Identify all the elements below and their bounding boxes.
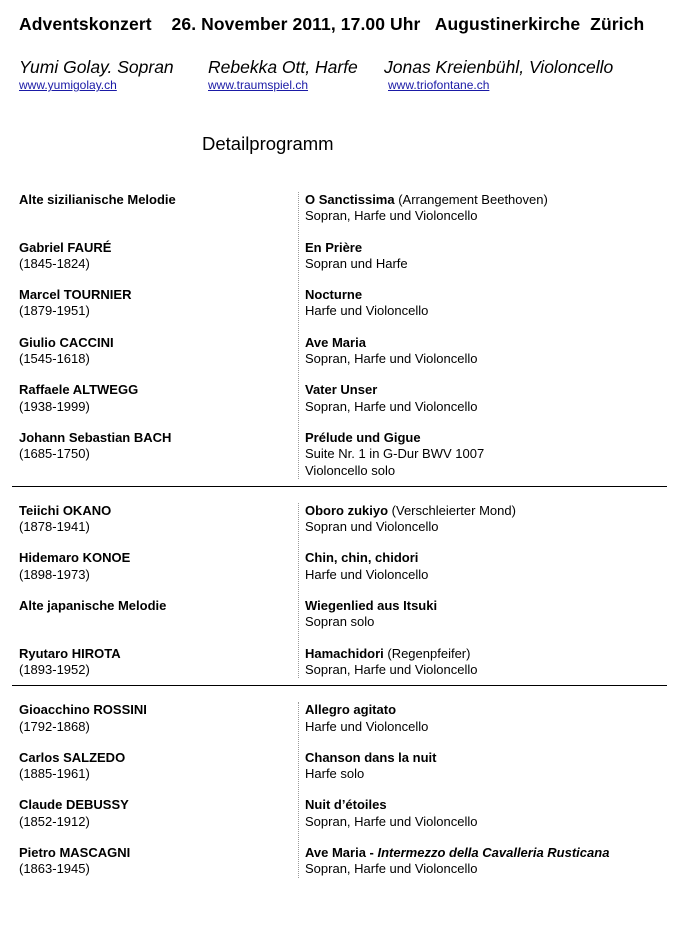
work-title-line [305,646,669,662]
performer-link[interactable]: www.traumspiel.ch [208,78,309,92]
composer-cell [19,240,305,273]
composer-cell [19,646,305,679]
work-title: Hamachidori [305,645,384,661]
work-title-line [305,382,669,398]
composer-cell [19,382,305,415]
work-title-note: (Regenpfeifer) [383,645,471,661]
composer-name: Hidemaro KONOE [19,550,131,566]
composer-name: Teiichi OKANO [19,502,112,518]
work-title-line [305,430,669,446]
composer-name: Gioacchino ROSSINI [19,702,147,718]
program-item [19,240,669,273]
work-title: O Sanctissima [305,192,395,207]
program-item [19,646,669,679]
work-title: Chanson dans la nuit [305,749,437,765]
work-detail: Sopran, Harfe und Violoncello [305,398,478,414]
composer-years: (1879-1951) [19,303,90,319]
work-cell [305,503,669,536]
work-title: Nocturne [305,287,363,303]
program-section [19,192,669,479]
work-title-line [305,335,669,351]
program-item [19,287,669,320]
composer-cell [19,845,305,878]
section-divider [12,486,667,487]
work-title: Prélude und Gigue [305,429,421,445]
composer-cell [19,550,305,583]
work-cell [305,797,669,830]
work-title-line [305,598,669,614]
composer-name: Pietro MASCAGNI [19,845,131,861]
performer-link[interactable]: www.triofontane.ch [388,78,490,92]
program-item [19,430,669,479]
work-cell [305,646,669,679]
program-item [19,845,669,878]
work-title-note: (Verschleierter Mond) [388,502,516,518]
work-title-line [305,797,669,813]
composer-name: Claude DEBUSSY [19,797,129,813]
concert-header [19,14,644,35]
work-cell [305,550,669,583]
composer-cell [19,750,305,783]
composer-name: Alte japanische Melodie [19,598,167,614]
composer-years: (1885-1961) [19,766,90,782]
work-title-line [305,240,669,256]
composer-name: Alte sizilianische Melodie [19,192,176,207]
composer-cell [19,702,305,735]
work-title: Ave Maria [305,334,366,350]
work-detail: Sopran, Harfe und Violoncello [305,861,478,877]
work-title: Wiegenlied aus Itsuki [305,598,438,614]
program-section [19,503,669,678]
composer-name: Ryutaro HIROTA [19,645,121,661]
work-title-line [305,192,669,208]
work-cell [305,598,669,631]
performer-harp [208,57,358,92]
composer-cell [19,335,305,368]
work-detail: Sopran, Harfe und Violoncello [305,813,478,829]
program-list [19,192,669,878]
work-title-line [305,750,669,766]
work-title-line [305,550,669,566]
program-section [19,702,669,877]
composer-cell [19,503,305,536]
composer-cell [19,287,305,320]
performer-link[interactable]: www.yumigolay.ch [19,78,117,92]
program-item [19,192,669,225]
composer-years: (1845-1824) [19,255,90,271]
program-item [19,598,669,631]
work-title-line [305,503,669,519]
work-detail: Sopran und Harfe [305,255,408,271]
work-detail: Sopran, Harfe und Violoncello [305,661,478,677]
performer-name: Yumi Golay. Sopran [19,57,174,77]
program-item [19,335,669,368]
composer-years: (1898-1973) [19,566,90,582]
work-title: Nuit d’étoiles [305,797,387,813]
composer-name: Gabriel FAURÉ [19,239,112,255]
composer-cell [19,598,305,631]
concert-venue: Augustinerkirche Zürich [434,14,645,34]
work-title: Ave Maria - [305,845,378,861]
performer-name: Jonas Kreienbühl, Violoncello [384,57,614,77]
composer-years: (1685-1750) [19,446,90,462]
concert-title: Adventskonzert [19,14,152,34]
performer-cello [384,57,613,92]
work-cell [305,845,669,878]
work-title: Allegro agitato [305,702,397,718]
composer-years: (1878-1941) [19,519,90,535]
program-item [19,702,669,735]
work-cell [305,335,669,368]
work-title: Oboro zukiyo [305,502,389,518]
work-title-line [305,702,669,718]
work-detail: Harfe und Violoncello [305,303,429,319]
column-divider [298,503,299,678]
work-detail: Sopran, Harfe und Violoncello [305,208,478,224]
work-cell [305,192,669,225]
work-cell [305,430,669,479]
work-cell [305,240,669,273]
composer-cell [19,797,305,830]
performers [19,57,669,97]
program-item [19,550,669,583]
work-detail: Harfe und Violoncello [305,718,429,734]
column-divider [298,192,299,479]
page-title: Detailprogramm [202,133,334,154]
work-detail: Harfe solo [305,766,365,782]
work-title: Vater Unser [305,382,378,398]
work-title: En Prière [305,239,363,255]
work-title-italic: Intermezzo della Cavalleria Rusticana [377,845,610,861]
work-detail: Sopran, Harfe und Violoncello [305,351,478,367]
work-title-note: (Arrangement Beethoven) [394,192,548,207]
work-detail: Harfe und Violoncello [305,566,429,582]
program-item [19,797,669,830]
work-cell [305,287,669,320]
composer-name: Giulio CACCINI [19,334,114,350]
composer-cell [19,192,305,225]
work-title: Chin, chin, chidori [305,550,419,566]
composer-cell [19,430,305,479]
composer-years: (1863-1945) [19,861,90,877]
composer-name: Marcel TOURNIER [19,287,132,303]
composer-years: (1545-1618) [19,351,90,367]
column-divider [298,702,299,877]
composer-name: Carlos SALZEDO [19,749,126,765]
performer-soprano [19,57,174,92]
composer-years: (1792-1868) [19,718,90,734]
performer-name: Rebekka Ott, Harfe [208,57,358,77]
work-detail: Sopran und Violoncello [305,519,439,535]
work-detail: Violoncello solo [305,462,396,478]
concert-date: 26. November 2011, 17.00 Uhr [171,14,421,34]
work-detail: Sopran solo [305,614,375,630]
section-divider [12,685,667,686]
work-title-line [305,287,669,303]
composer-years: (1852-1912) [19,813,90,829]
program-item [19,503,669,536]
work-detail: Suite Nr. 1 in G-Dur BWV 1007 [305,446,485,462]
work-cell [305,382,669,415]
composer-name: Johann Sebastian BACH [19,429,172,445]
work-cell [305,702,669,735]
program-item [19,750,669,783]
composer-years: (1893-1952) [19,661,90,677]
program-item [19,382,669,415]
work-title-line [305,845,669,861]
composer-name: Raffaele ALTWEGG [19,382,139,398]
work-cell [305,750,669,783]
composer-years: (1938-1999) [19,398,90,414]
